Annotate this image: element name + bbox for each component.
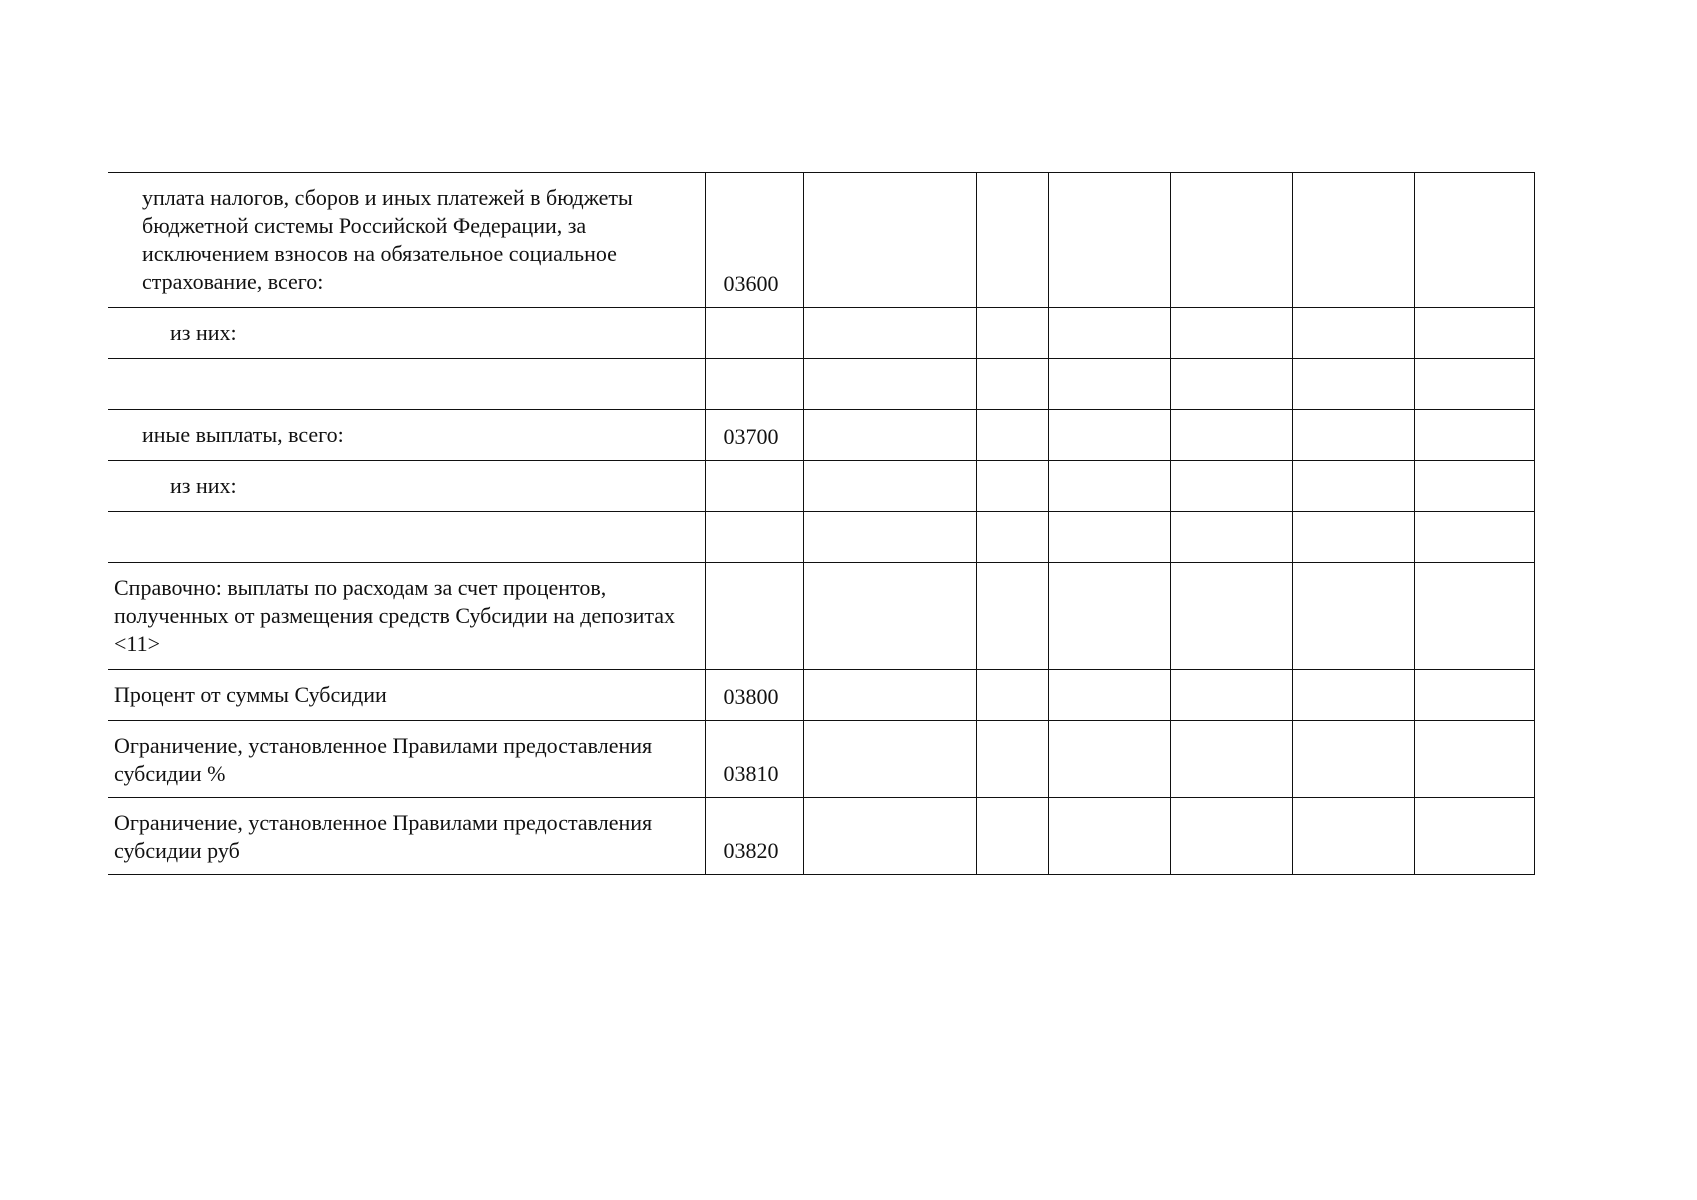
row-name-cell: Ограничение, установленное Правилами предоставления субсидии руб bbox=[108, 798, 705, 875]
value-cell[interactable] bbox=[1414, 798, 1534, 875]
value-cell[interactable] bbox=[1170, 410, 1292, 461]
value-cell[interactable] bbox=[1048, 512, 1170, 563]
table-row bbox=[108, 721, 1534, 798]
value-cell[interactable] bbox=[1170, 721, 1292, 798]
row-code-cell bbox=[705, 563, 803, 670]
value-cell[interactable] bbox=[1048, 308, 1170, 359]
value-cell[interactable] bbox=[1170, 359, 1292, 410]
value-cell[interactable] bbox=[976, 359, 1048, 410]
row-code-cell bbox=[705, 461, 803, 512]
value-cell[interactable] bbox=[976, 798, 1048, 875]
value-cell[interactable] bbox=[1414, 670, 1534, 721]
value-cell[interactable] bbox=[1048, 670, 1170, 721]
value-cell[interactable] bbox=[1292, 721, 1414, 798]
row-name-cell: Справочно: выплаты по расходам за счет процентов, полученных от размещения средств Субсидии на депозитах <11> bbox=[108, 563, 705, 670]
value-cell[interactable] bbox=[1414, 563, 1534, 670]
row-code-cell[interactable] bbox=[705, 512, 803, 563]
value-cell[interactable] bbox=[976, 173, 1048, 308]
row-name-cell: из них: bbox=[108, 308, 705, 359]
value-cell[interactable] bbox=[1170, 461, 1292, 512]
value-cell[interactable] bbox=[1414, 512, 1534, 563]
table-row bbox=[108, 563, 1534, 670]
value-cell[interactable] bbox=[803, 512, 976, 563]
value-cell[interactable] bbox=[1170, 670, 1292, 721]
value-cell[interactable] bbox=[1048, 173, 1170, 308]
value-cell[interactable] bbox=[803, 173, 976, 308]
value-cell[interactable] bbox=[1048, 721, 1170, 798]
value-cell[interactable] bbox=[1414, 359, 1534, 410]
row-code-cell: 03700 bbox=[705, 410, 803, 461]
row-name-cell: уплата налогов, сборов и иных платежей в бюджеты бюджетной системы Российской Федерации, за исключением взносов на обязательное социальное страхование, всего: bbox=[108, 173, 705, 308]
value-cell[interactable] bbox=[1414, 461, 1534, 512]
value-cell[interactable] bbox=[976, 410, 1048, 461]
row-code-cell[interactable] bbox=[705, 359, 803, 410]
value-cell[interactable] bbox=[1414, 173, 1534, 308]
value-cell[interactable] bbox=[976, 308, 1048, 359]
value-cell[interactable] bbox=[803, 359, 976, 410]
row-code-cell bbox=[705, 308, 803, 359]
row-name-cell: из них: bbox=[108, 461, 705, 512]
value-cell[interactable] bbox=[1292, 359, 1414, 410]
value-cell[interactable] bbox=[1292, 798, 1414, 875]
table-row bbox=[108, 461, 1534, 512]
table-row bbox=[108, 512, 1534, 563]
row-name-cell: иные выплаты, всего: bbox=[108, 410, 705, 461]
value-cell[interactable] bbox=[803, 308, 976, 359]
value-cell[interactable] bbox=[1292, 308, 1414, 359]
value-cell[interactable] bbox=[1048, 410, 1170, 461]
value-cell[interactable] bbox=[803, 563, 976, 670]
value-cell[interactable] bbox=[1048, 359, 1170, 410]
row-code-cell: 03800 bbox=[705, 670, 803, 721]
row-code-cell: 03600 bbox=[705, 173, 803, 308]
value-cell[interactable] bbox=[1292, 563, 1414, 670]
value-cell[interactable] bbox=[803, 721, 976, 798]
value-cell[interactable] bbox=[976, 563, 1048, 670]
table-row bbox=[108, 359, 1534, 410]
value-cell[interactable] bbox=[1292, 410, 1414, 461]
row-name-cell[interactable] bbox=[108, 359, 705, 410]
report-table bbox=[108, 172, 1535, 875]
value-cell[interactable] bbox=[976, 670, 1048, 721]
value-cell[interactable] bbox=[1048, 563, 1170, 670]
value-cell[interactable] bbox=[1048, 798, 1170, 875]
value-cell[interactable] bbox=[1414, 308, 1534, 359]
value-cell[interactable] bbox=[803, 461, 976, 512]
value-cell[interactable] bbox=[803, 410, 976, 461]
value-cell[interactable] bbox=[1292, 670, 1414, 721]
value-cell[interactable] bbox=[1292, 512, 1414, 563]
table-row bbox=[108, 308, 1534, 359]
value-cell[interactable] bbox=[1170, 512, 1292, 563]
value-cell[interactable] bbox=[1414, 410, 1534, 461]
table-row bbox=[108, 410, 1534, 461]
row-name-cell: Ограничение, установленное Правилами предоставления субсидии % bbox=[108, 721, 705, 798]
row-code-cell: 03820 bbox=[705, 798, 803, 875]
value-cell[interactable] bbox=[803, 670, 976, 721]
row-code-cell: 03810 bbox=[705, 721, 803, 798]
value-cell[interactable] bbox=[976, 461, 1048, 512]
value-cell[interactable] bbox=[1170, 308, 1292, 359]
value-cell[interactable] bbox=[1170, 798, 1292, 875]
row-name-cell[interactable] bbox=[108, 512, 705, 563]
table-row bbox=[108, 670, 1534, 721]
table-row bbox=[108, 798, 1534, 875]
value-cell[interactable] bbox=[1170, 173, 1292, 308]
value-cell[interactable] bbox=[976, 512, 1048, 563]
table-row bbox=[108, 173, 1534, 308]
value-cell[interactable] bbox=[1414, 721, 1534, 798]
row-name-cell: Процент от суммы Субсидии bbox=[108, 670, 705, 721]
value-cell[interactable] bbox=[1292, 173, 1414, 308]
value-cell[interactable] bbox=[976, 721, 1048, 798]
value-cell[interactable] bbox=[1170, 563, 1292, 670]
value-cell[interactable] bbox=[803, 798, 976, 875]
value-cell[interactable] bbox=[1292, 461, 1414, 512]
value-cell[interactable] bbox=[1048, 461, 1170, 512]
